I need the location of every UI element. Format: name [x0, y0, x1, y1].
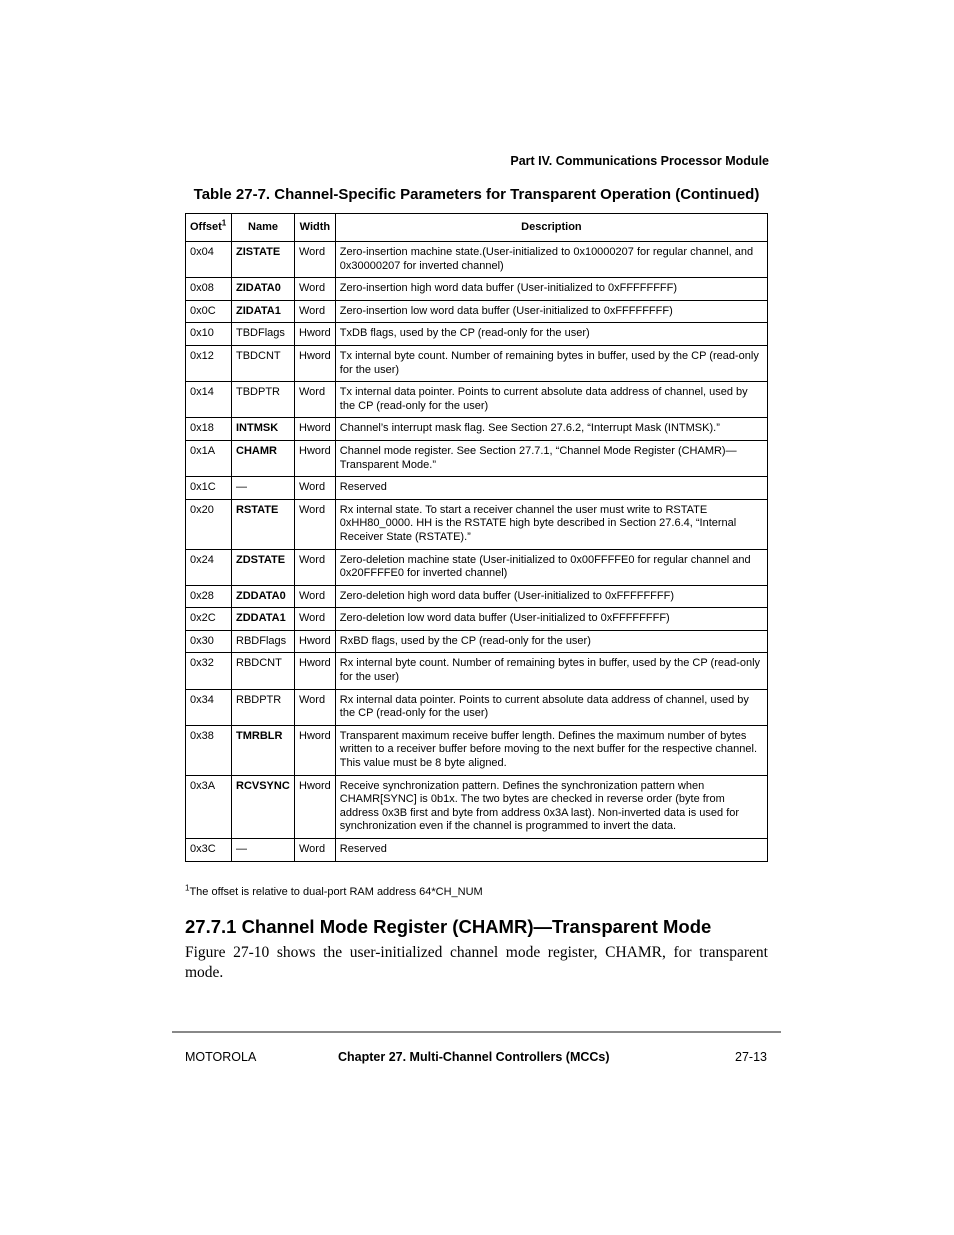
table-row: [186, 585, 768, 608]
cell-name: INTMSK: [232, 418, 295, 441]
footnote-marker: 1: [185, 883, 190, 893]
table-row: [186, 242, 768, 278]
cell-name: ZIDATA0: [232, 278, 295, 301]
cell-description: Channel mode register. See Section 27.7.1, “Channel Mode Register (CHAMR)—Transparent Mode.”: [335, 440, 767, 476]
cell-description: Rx internal state. To start a receiver channel the user must write to RSTATE 0xHH80_0000. HH is the RSTATE high byte described in Section 27.6.4, “Internal Receiver State (RSTATE).”: [335, 499, 767, 549]
cell-name: RBDPTR: [232, 689, 295, 725]
cell-offset: 0x38: [186, 725, 232, 775]
cell-description: Zero-insertion low word data buffer (User-initialized to 0xFFFFFFFF): [335, 300, 767, 323]
table-row: [186, 300, 768, 323]
footer-divider: [172, 1031, 781, 1033]
cell-name: —: [232, 839, 295, 862]
cell-offset: 0x1C: [186, 477, 232, 500]
cell-name: ZDDATA0: [232, 585, 295, 608]
cell-width: Word: [295, 689, 336, 725]
cell-offset: 0x18: [186, 418, 232, 441]
table-row: [186, 653, 768, 689]
table-row: [186, 382, 768, 418]
cell-description: Zero-deletion low word data buffer (User-initialized to 0xFFFFFFFF): [335, 608, 767, 631]
column-header-offset: Offset$^1$: [186, 214, 232, 242]
cell-width: Word: [295, 585, 336, 608]
cell-offset: 0x3C: [186, 839, 232, 862]
cell-offset: 0x24: [186, 549, 232, 585]
table-footnote: $^1$The offset is relative to dual-port RAM address 64*CH_NUM: [185, 883, 483, 898]
cell-width: Word: [295, 608, 336, 631]
table-row: [186, 630, 768, 653]
cell-description: Reserved: [335, 477, 767, 500]
cell-name: RCVSYNC: [232, 775, 295, 838]
column-header-description: Description: [335, 214, 767, 242]
cell-name: TMRBLR: [232, 725, 295, 775]
table-row: [186, 549, 768, 585]
cell-name: RBDFlags: [232, 630, 295, 653]
cell-name: ZIDATA1: [232, 300, 295, 323]
cell-width: Hword: [295, 725, 336, 775]
cell-offset: 0x34: [186, 689, 232, 725]
cell-offset: 0x14: [186, 382, 232, 418]
cell-width: Word: [295, 839, 336, 862]
cell-width: Hword: [295, 630, 336, 653]
cell-width: Word: [295, 549, 336, 585]
table-row: [186, 608, 768, 631]
footer-chapter: Chapter 27. Multi-Channel Controllers (MCCs): [338, 1050, 610, 1064]
cell-width: Hword: [295, 440, 336, 476]
body-paragraph: Figure 27-10 shows the user-initialized channel mode register, CHAMR, for transparent mode.: [185, 944, 768, 981]
cell-width: Hword: [295, 418, 336, 441]
cell-name: RSTATE: [232, 499, 295, 549]
cell-description: Zero-deletion high word data buffer (User-initialized to 0xFFFFFFFF): [335, 585, 767, 608]
cell-width: Hword: [295, 653, 336, 689]
cell-description: Reserved: [335, 839, 767, 862]
table-row: [186, 839, 768, 862]
cell-description: Rx internal byte count. Number of remaining bytes in buffer, used by the CP (read-only for the user): [335, 653, 767, 689]
cell-offset: 0x08: [186, 278, 232, 301]
table-header-row: [186, 214, 768, 242]
cell-width: Word: [295, 382, 336, 418]
cell-width: Word: [295, 477, 336, 500]
cell-description: Rx internal data pointer. Points to current absolute data address of channel, used by the CP (read-only for the user): [335, 689, 767, 725]
table-row: [186, 499, 768, 549]
cell-width: Hword: [295, 323, 336, 346]
cell-description: Transparent maximum receive buffer length. Defines the maximum number of bytes written to a receiver buffer before moving to the next buffer for the respective channel. This value must be 8 byte aligned.: [335, 725, 767, 775]
cell-name: ZDDATA1: [232, 608, 295, 631]
parameters-table: [185, 213, 768, 862]
cell-name: ZDSTATE: [232, 549, 295, 585]
table-row: [186, 477, 768, 500]
cell-offset: 0x0C: [186, 300, 232, 323]
cell-name: ZISTATE: [232, 242, 295, 278]
cell-description: RxBD flags, used by the CP (read-only for the user): [335, 630, 767, 653]
cell-offset: 0x10: [186, 323, 232, 346]
table-row: [186, 440, 768, 476]
cell-width: Hword: [295, 345, 336, 381]
cell-name: —: [232, 477, 295, 500]
cell-description: Zero-insertion high word data buffer (User-initialized to 0xFFFFFFFF): [335, 278, 767, 301]
column-header-width: Width: [295, 214, 336, 242]
cell-offset: 0x32: [186, 653, 232, 689]
cell-name: RBDCNT: [232, 653, 295, 689]
cell-description: Zero-insertion machine state.(User-initialized to 0x10000207 for regular channel, and 0x30000207 for inverted channel): [335, 242, 767, 278]
cell-width: Word: [295, 499, 336, 549]
table-row: [186, 725, 768, 775]
cell-width: Hword: [295, 775, 336, 838]
cell-description: Receive synchronization pattern. Defines the synchronization pattern when CHAMR[SYNC] is 0b1x. The two bytes are checked in reverse order (byte from address 0x3B first and byte from address 0x3A last). Non-inverted data is used for synchronization even if the channel is programmed to invert the data.: [335, 775, 767, 838]
cell-name: TBDCNT: [232, 345, 295, 381]
cell-offset: 0x2C: [186, 608, 232, 631]
section-heading: 27.7.1 Channel Mode Register (CHAMR)—Transparent Mode: [185, 916, 712, 937]
column-header-name: Name: [232, 214, 295, 242]
table-row: [186, 345, 768, 381]
cell-offset: 0x3A: [186, 775, 232, 838]
cell-name: TBDPTR: [232, 382, 295, 418]
cell-name: TBDFlags: [232, 323, 295, 346]
cell-offset: 0x30: [186, 630, 232, 653]
table-row: [186, 278, 768, 301]
cell-offset: 0x04: [186, 242, 232, 278]
cell-offset: 0x28: [186, 585, 232, 608]
cell-width: Word: [295, 242, 336, 278]
table-row: [186, 775, 768, 838]
cell-offset: 0x20: [186, 499, 232, 549]
table-title: Table 27-7. Channel-Specific Parameters for Transparent Operation (Continued): [193, 186, 760, 203]
cell-name: CHAMR: [232, 440, 295, 476]
cell-description: Channel’s interrupt mask flag. See Section 27.6.2, “Interrupt Mask (INTMSK).”: [335, 418, 767, 441]
cell-offset: 0x1A: [186, 440, 232, 476]
cell-description: Zero-deletion machine state (User-initialized to 0x00FFFFE0 for regular channel and 0x20FFFFE0 for inverted channel): [335, 549, 767, 585]
cell-width: Word: [295, 300, 336, 323]
table-row: [186, 418, 768, 441]
cell-width: Word: [295, 278, 336, 301]
running-header: Part IV. Communications Processor Module: [510, 154, 769, 168]
cell-offset: 0x12: [186, 345, 232, 381]
footer-publisher: MOTOROLA: [185, 1050, 257, 1064]
table-row: [186, 323, 768, 346]
footnote-marker: 1: [221, 218, 227, 228]
cell-description: Tx internal byte count. Number of remaining bytes in buffer, used by the CP (read-only for the user): [335, 345, 767, 381]
page-number: 27-13: [735, 1050, 767, 1064]
table-row: [186, 689, 768, 725]
cell-description: TxDB flags, used by the CP (read-only for the user): [335, 323, 767, 346]
cell-description: Tx internal data pointer. Points to current absolute data address of channel, used by the CP (read-only for the user): [335, 382, 767, 418]
